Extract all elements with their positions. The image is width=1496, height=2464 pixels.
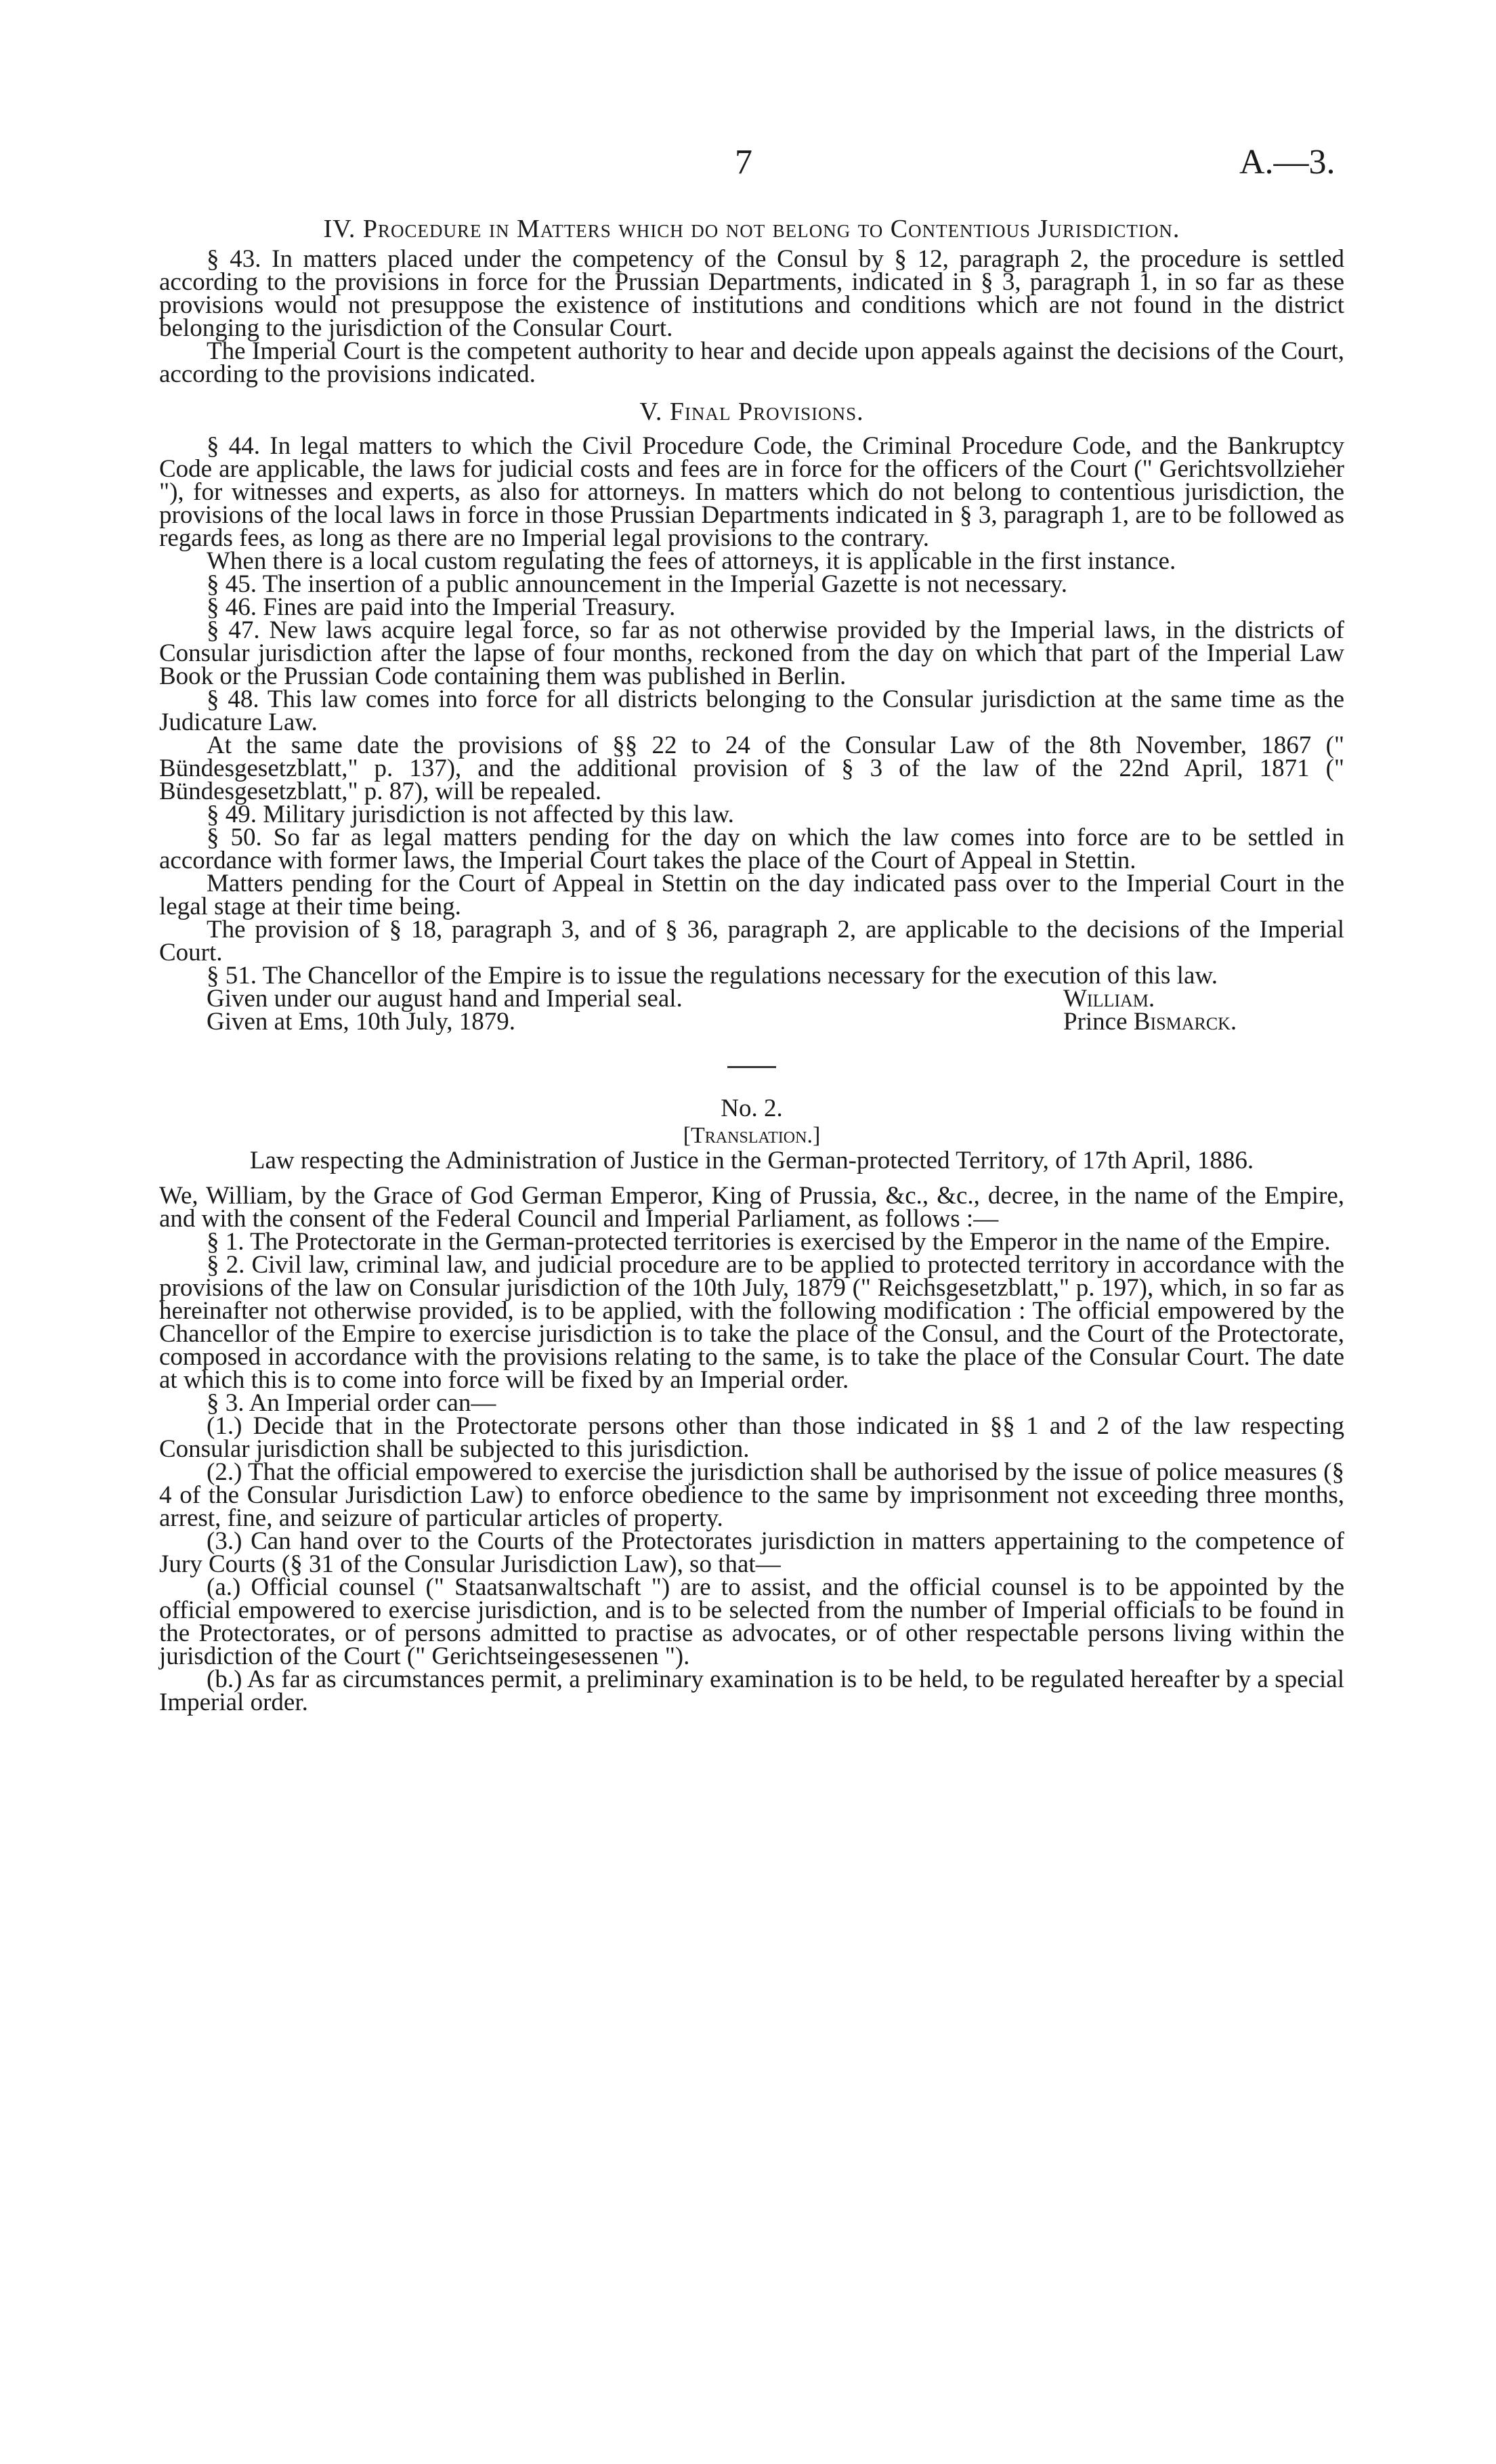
paragraph: § 49. Military jurisdiction is not affected by this law.	[207, 801, 734, 828]
list-item: (2.) That the official empowered to exercise the jurisdiction shall be authorised by the issue of police measures (§ 4 of the Consular Jurisdiction Law) to enforce obedience to the same by imprisonment not exceeding three months, arrest, fine, and seizure of particular articles of property.	[159, 1458, 1344, 1532]
paragraph: The Imperial Court is the competent authority to hear and decide upon appeals against the decisions of the Court, according to the provisions indicated.	[159, 337, 1344, 388]
paragraph: When there is a local custom regulating the fees of attorneys, it is applicable in the first instance.	[207, 547, 1176, 575]
paragraph: § 43. In matters placed under the competency of the Consul by § 12, paragraph 2, the procedure is settled according to the provisions in force for the Prussian Departments, indicated in § 3, paragraph 1, in so far as these provisions would not presuppose the existence of institutions and conditions which are not found in the district belonging to the jurisdiction of the Consular Court.	[159, 245, 1344, 342]
list-item: (1.) Decide that in the Protectorate persons other than those indicated in §§ 1 and 2 of the law respecting Consular jurisdiction shall be subjected to this jurisdiction.	[159, 1412, 1344, 1463]
page-number: 7	[735, 143, 752, 182]
list-item: (a.) Official counsel (" Staatsanwaltschaft ") are to assist, and the official counsel is to be appointed by the official empowered to exercise jurisdiction, and is to be selected from the number of Imperial officials to be found in the Protectorates, or of persons admitted to practise as advocates, or of other respectable persons living within the jurisdiction of the Court (" Gerichtseingesessenen ").	[159, 1573, 1344, 1670]
page-header	[0, 142, 1496, 190]
paragraph: Matters pending for the Court of Appeal in Stettin on the day indicated pass over to the Imperial Court in the legal stage at their time being.	[159, 870, 1344, 920]
law-title: Law respecting the Administration of Justice in the German-protected Territory, of 17th April, 1886.	[249, 1147, 1254, 1174]
preamble: We, William, by the Grace of God German Emperor, King of Prussia, &c., &c., decree, in the name of the Empire, and with the consent of the Federal Council and Imperial Parliament, as follows :—	[159, 1182, 1344, 1233]
section-heading: V. Final Provisions.	[639, 398, 864, 426]
paragraph: § 47. New laws acquire legal force, so far as not otherwise provided by the Imperial laws, in the districts of Consular jurisdiction after the lapse of four months, reckoned from the day on which that part of the Imperial Law Book or the Prussian Code containing them was published in Berlin.	[159, 616, 1344, 690]
translation-label: [Translation.]	[683, 1123, 821, 1148]
paragraph: § 46. Fines are paid into the Imperial Treasury.	[207, 593, 676, 621]
signatory-prefix: Prince	[1063, 1008, 1134, 1036]
document-body	[159, 215, 1344, 1714]
signatory-name	[1063, 1008, 1237, 1036]
list-item: (b.) As far as circumstances permit, a preliminary examination is to be held, to be regulated hereafter by a special Imperial order.	[159, 1665, 1344, 1716]
paragraph: § 45. The insertion of a public announcement in the Imperial Gazette is not necessary.	[207, 570, 1067, 598]
signature-row	[159, 987, 1344, 1011]
signature-text: Given under our august hand and Imperial seal.	[207, 985, 683, 1013]
paragraph: The provision of § 18, paragraph 3, and of § 36, paragraph 2, are applicable to the decisions of the Imperial Court.	[159, 916, 1344, 967]
paragraph: § 44. In legal matters to which the Civil Procedure Code, the Criminal Procedure Code, and the Bankruptcy Code are applicable, the laws for judicial costs and fees are in force for the officers of the Court (" Gerichtsvollzieher "), for witnesses and experts, as also for attorneys. In matters which do not belong to contentious jurisdiction, the provisions of the local laws in force in those Prussian Departments indicated in § 3, paragraph 1, are to be followed as regards fees, as long as there are no Imperial legal provisions to the contrary.	[159, 432, 1344, 552]
document-reference: A.—3.	[1239, 143, 1335, 182]
paragraph: § 48. This law comes into force for all districts belonging to the Consular jurisdiction at the same time as the Judicature Law.	[159, 685, 1344, 736]
signatory-surname: Bismarck.	[1133, 1008, 1237, 1036]
paragraph: At the same date the provisions of §§ 22 to 24 of the Consular Law of the 8th November, 1867 (" Bündesgesetzblatt," p. 137), and the additional provision of § 3 of the law of the 22nd April, 1871 (" Bündesgesetzblatt," p. 87), will be repealed.	[159, 731, 1344, 805]
document-number: No. 2.	[721, 1095, 783, 1122]
paragraph: § 51. The Chancellor of the Empire is to issue the regulations necessary for the execution of this law.	[207, 962, 1218, 990]
paragraph: § 50. So far as legal matters pending for the day on which the law comes into force are to be settled in accordance with former laws, the Imperial Court takes the place of the Court of Appeal in Stettin.	[159, 824, 1344, 874]
signature-text: Given at Ems, 10th July, 1879.	[207, 1008, 515, 1036]
divider	[727, 1066, 776, 1068]
paragraph: § 1. The Protectorate in the German-protected territories is exercised by the Emperor in the name of the Empire.	[207, 1228, 1331, 1256]
list-item: (3.) Can hand over to the Courts of the Protectorates jurisdiction in matters appertaining to the competence of Jury Courts (§ 31 of the Consular Jurisdiction Law), so that—	[159, 1527, 1344, 1578]
signature-row	[159, 1008, 1344, 1036]
paragraph: § 2. Civil law, criminal law, and judicial procedure are to be applied to protected territory in accordance with the provisions of the law on Consular jurisdiction of the 10th July, 1879 (" Reichsgesetzblatt," p. 197), which, in so far as hereinafter not otherwise provided, is to be applied, with the following modification : The official empowered by the Chancellor of the Empire to exercise jurisdiction is to take the place of the Consul, and the Court of the Protectorate, composed in accordance with the provisions relating to the same, is to take the place of the Consular Court. The date at which this is to come into force will be fixed by an Imperial order.	[159, 1251, 1344, 1394]
section-heading: IV. Procedure in Matters which do not belong to Contentious Jurisdiction.	[323, 215, 1180, 243]
paragraph: § 3. An Imperial order can—	[207, 1389, 496, 1417]
signatory-name: William.	[1063, 985, 1155, 1013]
